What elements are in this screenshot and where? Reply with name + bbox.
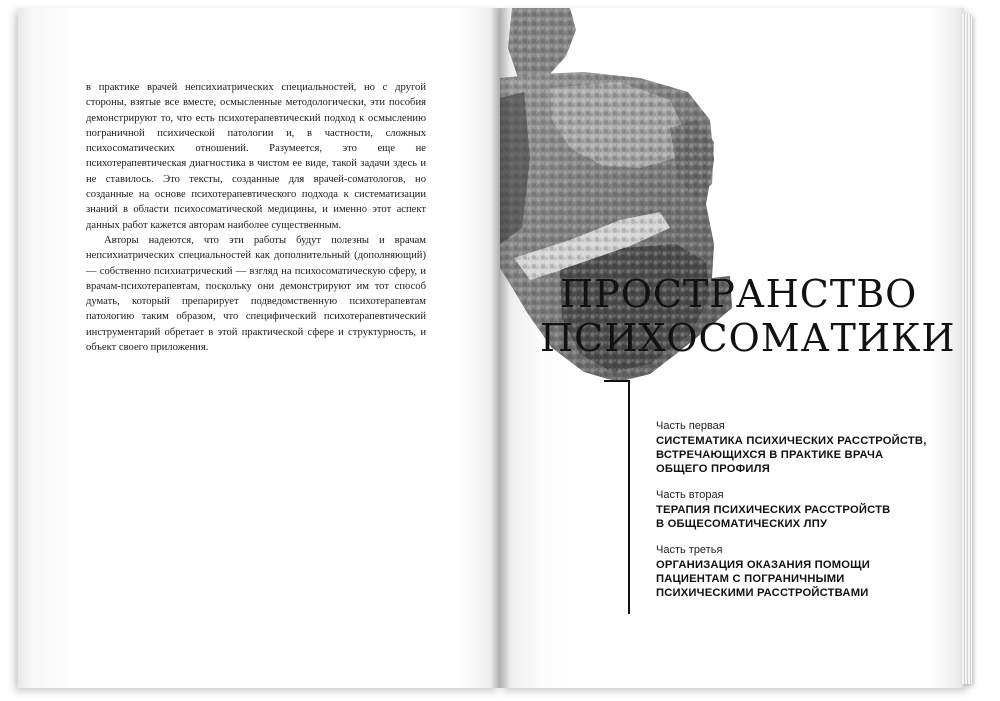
paragraph-1: в практике врачей непсихиатрических специальностей, но с другой стороны, взятые все вместе, осмысленные методологически, эти пособия демонстрируют то, что есть психотерапевтический подход к осмыслению пограничной психической патологии и, в частности, сложных психосоматических отношений. Разумеется, это еще не психотерапевтическая диагностика в чистом ее виде, такой задачи здесь и не ставилось. Это тексты, созданные для врачей-соматологов, но созданные на основе психотерапевтического подхода к систематизации знаний в области психосоматической медицины, и именно этот аспект данных работ кажется авторам наиболее существенным. [86, 82, 426, 231]
chapter-title [540, 272, 964, 360]
right-page [500, 8, 964, 688]
part-2-title [656, 503, 946, 531]
part-3-label: Часть третья [656, 544, 723, 556]
body-text [86, 80, 426, 355]
part-1 [656, 420, 946, 476]
paragraph-2: Авторы надеются, что эти работы будут полезны и врачам непсихиатрических специальностей как дополнительный (дополняющий) — собственно психиатрический — взгляд на психосоматическую сферу, и врачам-психотерапевтам, поскольку они демонстрируют им тот способ думать, который препарирует подведомственную психотерапевтам патологию таким образом, что специфический психотерапевтический инструментарий обретает в этой практической сфере и структурность, и объект своего приложения. [86, 234, 426, 354]
part-3 [656, 544, 946, 600]
rule-tick [604, 380, 630, 382]
part-3-title-line: ОРГАНИЗАЦИЯ ОКАЗАНИЯ ПОМОЩИ [656, 559, 871, 571]
page-edges [962, 14, 972, 684]
part-1-title-line: СИСТЕМАТИКА ПСИХИЧЕСКИХ РАССТРОЙСТВ, [656, 435, 927, 447]
left-page [18, 8, 500, 688]
part-3-title-line: ПАЦИЕНТАМ С ПОГРАНИЧНЫМИ [656, 573, 845, 585]
part-1-title-line: ВСТРЕЧАЮЩИХСЯ В ПРАКТИКЕ ВРАЧА [656, 449, 884, 461]
title-line-1: ПРОСТРАНСТВО [560, 272, 918, 316]
part-3-title [656, 558, 946, 600]
parts-list [656, 420, 946, 613]
part-1-title-line: ОБЩЕГО ПРОФИЛЯ [656, 463, 770, 475]
part-2-label: Часть вторая [656, 489, 724, 501]
title-line-2: ПСИХОСОМАТИКИ [540, 316, 956, 360]
part-2-title-line: ТЕРАПИЯ ПСИХИЧЕСКИХ РАССТРОЙСТВ [656, 504, 891, 516]
part-2 [656, 489, 946, 531]
part-2-title-line: В ОБЩЕСОМАТИЧЕСКИХ ЛПУ [656, 518, 828, 530]
part-1-title [656, 434, 946, 476]
part-1-label: Часть первая [656, 420, 725, 432]
part-3-title-line: ПСИХИЧЕСКИМИ РАССТРОЙСТВАМИ [656, 587, 869, 599]
vertical-rule [628, 380, 630, 614]
